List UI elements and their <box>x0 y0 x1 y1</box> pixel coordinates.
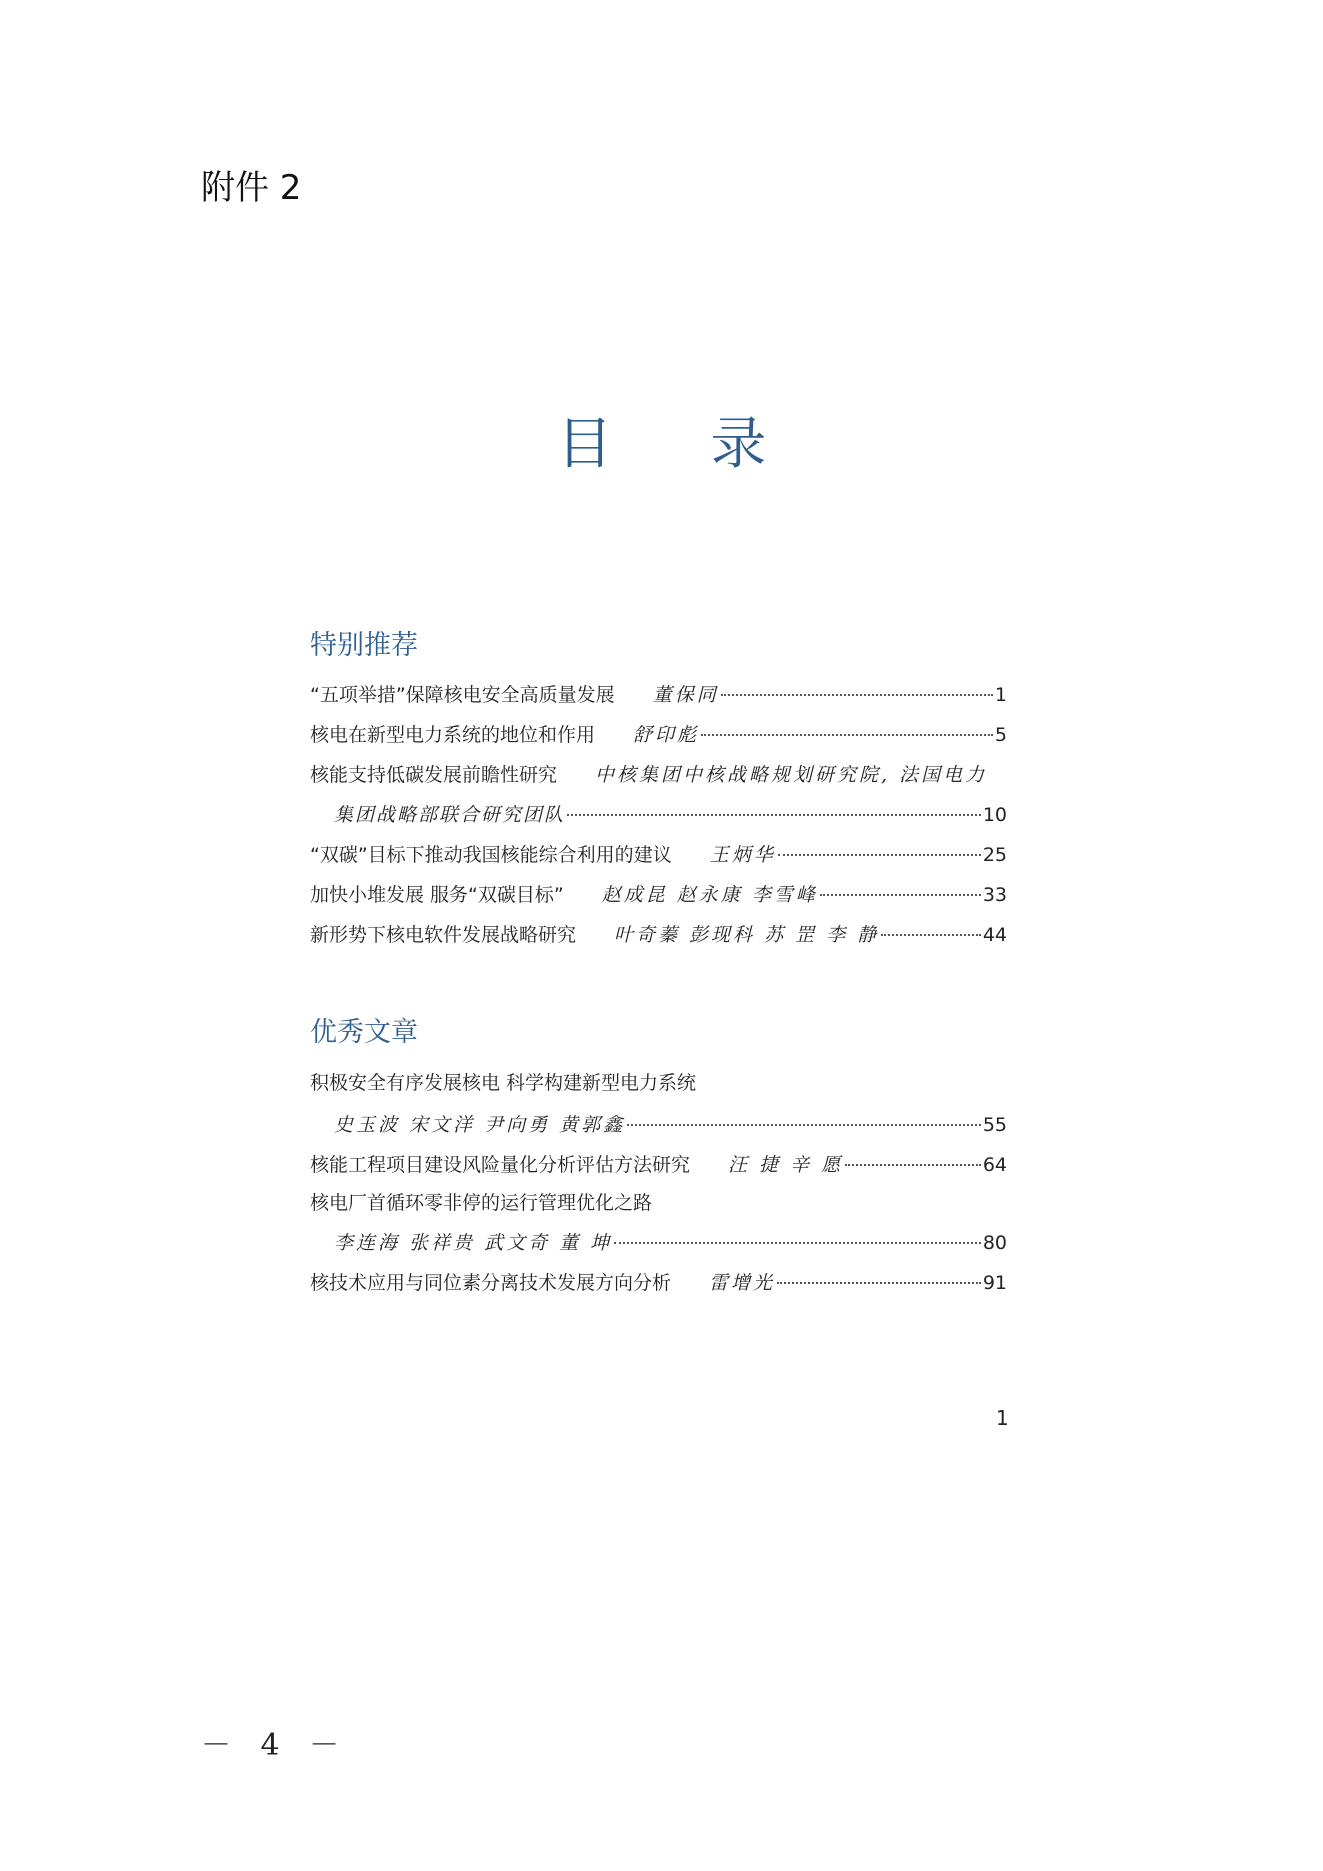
toc-entry[interactable] <box>310 1268 1007 1302</box>
entry-authors: 赵成昆 赵永康 李雪峰 <box>601 884 818 906</box>
entry-page: 55 <box>982 1114 1007 1136</box>
entry-page: 5 <box>994 724 1007 746</box>
toc-title: 目 录 <box>556 412 807 477</box>
entry-page: 33 <box>982 884 1007 906</box>
toc-entry[interactable] <box>310 920 1007 954</box>
entry-page: 64 <box>982 1154 1007 1176</box>
entry-page: 80 <box>982 1232 1007 1254</box>
toc-entry[interactable] <box>310 1150 1007 1184</box>
section-heading: 特别推荐 <box>310 630 418 661</box>
entry-authors: 王炳华 <box>709 844 776 866</box>
entry-authors: 舒印彪 <box>633 724 700 746</box>
entry-page: 44 <box>982 924 1007 946</box>
entry-title: 核技术应用与同位素分离技术发展方向分析 <box>310 1272 672 1294</box>
dot-leader <box>721 694 993 696</box>
entry-page: 10 <box>982 804 1007 826</box>
attachment-label: 附件 2 <box>201 168 302 208</box>
entry-authors: 中核集团中核战略规划研究院, 法国电力 <box>595 764 988 786</box>
dot-leader <box>614 1242 981 1244</box>
toc-entry[interactable] <box>310 880 1007 914</box>
dot-leader <box>701 734 993 736</box>
section-heading: 优秀文章 <box>310 1017 418 1048</box>
entry-page: 1 <box>994 684 1007 706</box>
dot-leader <box>567 814 981 816</box>
entry-page: 91 <box>982 1272 1007 1294</box>
entry-title: 积极安全有序发展核电 科学构建新型电力系统 <box>310 1072 697 1094</box>
entry-title: 核能工程项目建设风险量化分析评估方法研究 <box>310 1154 691 1176</box>
entry-title: “五项举措”保障核电安全高质量发展 <box>310 684 615 706</box>
toc-entry[interactable] <box>310 760 1007 794</box>
dot-leader <box>881 934 981 936</box>
entry-title: “双碳”目标下推动我国核能综合利用的建议 <box>310 844 672 866</box>
entry-authors: 叶奇蓁 彭现科 苏 罡 李 静 <box>614 924 880 946</box>
entry-title: 核能支持低碳发展前瞻性研究 <box>310 764 558 786</box>
entry-title: 新形势下核电软件发展战略研究 <box>310 924 577 946</box>
entry-page: 25 <box>982 844 1007 866</box>
toc-entry-continuation[interactable] <box>334 1228 1007 1262</box>
dot-leader <box>777 1282 981 1284</box>
toc-entry[interactable] <box>310 840 1007 874</box>
entry-authors: 史玉波 宋文洋 尹向勇 黄郭鑫 <box>334 1114 626 1136</box>
toc-entry-continuation[interactable] <box>334 800 1007 834</box>
entry-title: 集团战略部联合研究团队 <box>334 804 566 826</box>
entry-title: 核电在新型电力系统的地位和作用 <box>310 724 596 746</box>
toc-entry[interactable] <box>310 720 1007 754</box>
entry-title: 加快小堆发展 服务“双碳目标” <box>310 884 564 906</box>
dot-leader <box>627 1124 981 1126</box>
toc-page-number: 1 <box>996 1406 1009 1430</box>
footer-page-number: － 4 － <box>201 1728 350 1763</box>
toc-entry[interactable] <box>310 680 1007 714</box>
entry-title: 核电厂首循环零非停的运行管理优化之路 <box>310 1192 653 1214</box>
entry-authors: 雷增光 <box>709 1272 776 1294</box>
toc-entry-continuation[interactable] <box>334 1110 1007 1144</box>
toc-entry[interactable] <box>310 1068 1007 1102</box>
dot-leader <box>778 854 981 856</box>
entry-authors: 汪 捷 辛 愿 <box>728 1154 844 1176</box>
dot-leader <box>820 894 981 896</box>
dot-leader <box>845 1164 981 1166</box>
toc-entry[interactable] <box>310 1188 1007 1222</box>
entry-authors: 李连海 张祥贵 武文奇 董 坤 <box>334 1232 613 1254</box>
entry-authors: 董保同 <box>652 684 719 706</box>
